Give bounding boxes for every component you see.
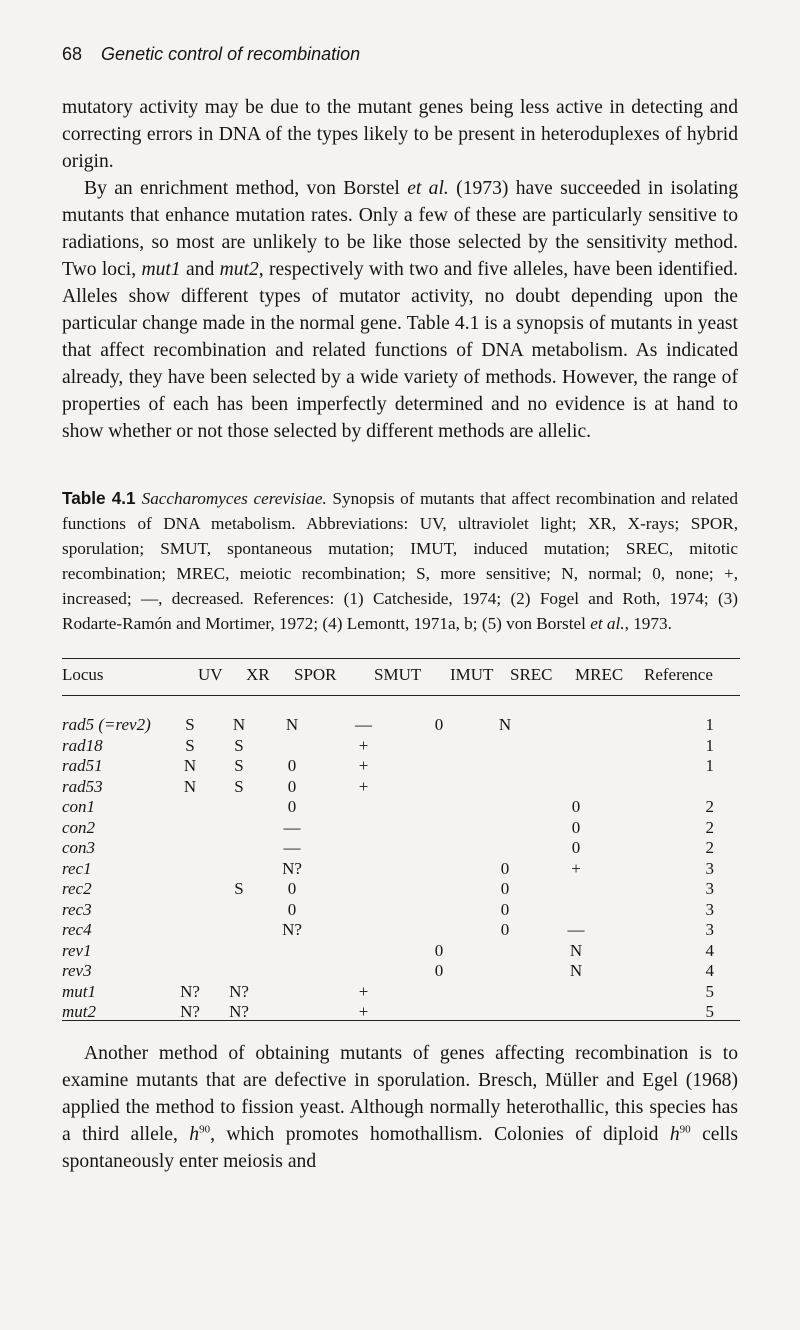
p2-text-d: , respectively with two and five alleles, have been identified. Alleles show different types of mutator activity, no doubt depending upon the particular change made in the normal gene. Table 4.1 is a synopsis of mutants in yeast that affect recombination and related functions of DNA metabolism. As indicated already, they have been selected by a wide variety of methods. However, the range of properties of each has been imperfectly determined and no evidence is at hand to show whether or not those selected by different methods are allelic. — [62, 259, 738, 442]
locus-cell: mut1 — [62, 981, 96, 1001]
col-header-locus: Locus — [62, 665, 104, 684]
locus-cell: rad5 (=rev2) — [62, 715, 151, 734]
table-cell — [165, 941, 215, 962]
locus-cell: con3 — [62, 838, 96, 857]
table-cell: 0 — [287, 879, 297, 898]
outro-text-c: cells spontaneously enter meiosis and — [62, 1124, 738, 1172]
table-cell — [321, 797, 406, 818]
table-cell — [406, 859, 472, 880]
table-cell — [472, 941, 538, 962]
table-cell: + — [571, 858, 581, 878]
table-cell — [321, 920, 406, 941]
col-header-xr: XR — [246, 665, 270, 684]
table-cell — [215, 900, 263, 921]
table-cell: N — [569, 940, 583, 960]
table-cell — [406, 879, 472, 900]
table-cell — [263, 941, 321, 962]
col-header-srec: SREC — [510, 665, 553, 684]
table-cell — [321, 900, 406, 921]
col-header-reference: Reference — [644, 665, 713, 684]
table-cell: — — [567, 920, 585, 939]
table-cell: N? — [180, 1002, 200, 1021]
table-cell: 2 — [705, 817, 714, 837]
table-cell — [406, 982, 472, 1003]
table-cell — [472, 818, 538, 839]
table-cell — [472, 982, 538, 1003]
table-row — [62, 961, 742, 982]
caption-text-b: , 1973. — [624, 614, 672, 633]
table-cell: + — [358, 735, 369, 755]
col-header-uv: UV — [198, 665, 223, 684]
outro-sup1: 90 — [199, 1123, 211, 1136]
table-cell — [472, 797, 538, 818]
table-cell — [165, 920, 215, 941]
table-caption — [62, 486, 738, 636]
table-cell: 5 — [705, 1002, 714, 1021]
intro-paragraph-1: mutatory activity may be due to the mutant genes being less active in detecting and correcting errors in DNA of the types likely to be present in heteroduplexes of hybrid origin. — [62, 97, 738, 172]
table-cell: 3 — [705, 899, 714, 919]
table-cell — [406, 818, 472, 839]
table-cell: 0 — [500, 858, 510, 878]
table-cell: 3 — [705, 858, 714, 878]
table-row — [62, 756, 742, 777]
table-cell — [215, 941, 263, 962]
table-cell: 1 — [705, 735, 714, 755]
table-row — [62, 715, 742, 736]
table-cell — [472, 756, 538, 777]
mutant-table — [62, 715, 742, 1023]
table-cell — [472, 961, 538, 982]
p2-mut1: mut1 — [141, 259, 181, 280]
caption-etal: et al. — [590, 614, 625, 633]
table-cell — [538, 900, 614, 921]
p2-text-a: By an enrichment method, von Borstel — [84, 178, 408, 199]
table-cell — [406, 920, 472, 941]
table-cell — [614, 777, 742, 798]
table-cell: N? — [282, 858, 302, 878]
table-cell: — — [283, 817, 301, 837]
table-cell — [472, 736, 538, 757]
table-label: Table 4.1 — [62, 488, 136, 508]
table-row — [62, 941, 742, 962]
table-cell — [472, 777, 538, 798]
table-row — [62, 879, 742, 900]
table-cell: 0 — [434, 940, 444, 960]
outro-h1: h — [189, 1124, 200, 1145]
table-cell — [165, 838, 215, 859]
table-cell: 0 — [500, 899, 510, 919]
table-cell — [321, 879, 406, 900]
p2-text-b: (1973) have succeeded in isolating mutants that enhance mutation rates. Only a few of these are particularly sensitive to radiations, so most are unlikely to be like those selected by the sensitivity method. Two loci, — [62, 178, 738, 280]
locus-cell: rad51 — [62, 756, 103, 775]
table-cell: 4 — [705, 940, 714, 960]
table-cell: + — [358, 1002, 369, 1021]
table-cell: N — [498, 715, 512, 734]
locus-cell: rec1 — [62, 858, 92, 878]
table-cell — [321, 961, 406, 982]
table-row — [62, 982, 742, 1003]
table-row — [62, 838, 742, 859]
table-cell — [406, 797, 472, 818]
table-cell — [215, 961, 263, 982]
table-cell — [538, 756, 614, 777]
locus-cell: rec3 — [62, 899, 92, 919]
table-cell: 3 — [705, 920, 714, 939]
table-cell — [165, 879, 215, 900]
table-row — [62, 777, 742, 798]
table-cell: S — [234, 879, 244, 898]
p2-etal: et al. — [407, 178, 449, 199]
table-cell: 0 — [287, 756, 297, 775]
locus-cell: rev1 — [62, 940, 92, 960]
table-cell: 0 — [287, 899, 297, 919]
table-cell: N? — [229, 1002, 249, 1021]
table-row — [62, 797, 742, 818]
locus-cell: mut2 — [62, 1002, 96, 1021]
table-cell: 0 — [571, 817, 581, 837]
table-cell — [406, 777, 472, 798]
table-cell: 1 — [705, 756, 714, 775]
locus-cell: rec2 — [62, 879, 92, 898]
table-cell: + — [358, 756, 369, 775]
table-cell — [215, 920, 263, 941]
table-cell — [165, 859, 215, 880]
table-cell — [538, 777, 614, 798]
locus-cell: con1 — [62, 797, 96, 816]
table-cell: + — [358, 981, 369, 1001]
table-cell — [538, 715, 614, 736]
table-cell — [215, 818, 263, 839]
locus-cell: rad53 — [62, 776, 103, 796]
table-cell: N? — [229, 981, 249, 1001]
table-cell: 0 — [500, 920, 510, 939]
table-cell: N — [183, 756, 197, 775]
table-cell: S — [234, 735, 244, 755]
locus-cell: rad18 — [62, 735, 103, 755]
outro-paragraph — [62, 1040, 738, 1175]
table-cell: S — [185, 715, 195, 734]
locus-cell: rev3 — [62, 961, 92, 980]
table-cell — [263, 982, 321, 1003]
table-cell: S — [234, 776, 244, 796]
outro-sup2: 90 — [679, 1123, 691, 1136]
table-cell — [263, 736, 321, 757]
table-cell — [406, 736, 472, 757]
running-title: Genetic control of recombination — [101, 44, 361, 64]
table-cell — [321, 838, 406, 859]
table-cell: N? — [282, 920, 302, 939]
table-cell — [263, 961, 321, 982]
table-cell: N — [232, 715, 246, 734]
table-cell: S — [185, 735, 195, 755]
col-header-imut: IMUT — [450, 665, 494, 684]
table-cell — [165, 961, 215, 982]
outro-text-a: Another method of obtaining mutants of genes affecting recombination is to examine mutants that are defective in sporulation. Bresch, Müller and Egel (1968) applied the method to fission yeast. Although normally heterothallic, this species has a third allele, — [62, 1043, 738, 1145]
table-cell — [406, 838, 472, 859]
table-cell: 0 — [571, 838, 581, 857]
table-row — [62, 920, 742, 941]
locus-cell: con2 — [62, 817, 96, 837]
p2-mut2: mut2 — [219, 259, 259, 280]
table-row — [62, 818, 742, 839]
locus-cell: rec4 — [62, 920, 92, 939]
table-cell — [215, 797, 263, 818]
outro-text — [62, 1040, 738, 1175]
caption-species: Saccharomyces cerevisiae. — [141, 489, 327, 508]
table-cell: N — [183, 776, 197, 796]
table-header-rule — [62, 695, 740, 696]
table-row — [62, 900, 742, 921]
table-cell — [165, 900, 215, 921]
table-row — [62, 859, 742, 880]
table-cell — [406, 900, 472, 921]
table-cell: 2 — [705, 838, 714, 857]
table-cell: 0 — [434, 715, 444, 734]
p2-text-c: and — [180, 259, 220, 280]
table-cell: 0 — [434, 961, 444, 980]
col-header-mrec: MREC — [575, 665, 624, 684]
table-cell — [165, 797, 215, 818]
table-cell: 0 — [287, 797, 297, 816]
table-cell: — — [283, 838, 301, 857]
table-top-rule — [62, 658, 740, 659]
table-cell: 0 — [287, 776, 297, 796]
table-cell: 1 — [705, 715, 714, 734]
table-cell — [215, 859, 263, 880]
outro-text-b: , which promotes homothallism. Colonies of diploid — [210, 1124, 670, 1145]
table-cell: 3 — [705, 879, 714, 898]
table-cell — [472, 838, 538, 859]
table-cell — [215, 838, 263, 859]
table-cell: + — [358, 776, 369, 796]
outro-h2: h — [669, 1124, 680, 1145]
table-cell: N — [285, 715, 299, 734]
page-header — [62, 44, 360, 65]
table-cell: 0 — [571, 797, 581, 816]
table-cell: 2 — [705, 797, 714, 816]
intro-paragraph-2 — [62, 175, 738, 445]
table-cell — [321, 941, 406, 962]
table-cell — [538, 982, 614, 1003]
table-cell: S — [234, 756, 244, 775]
table-cell — [406, 756, 472, 777]
table-cell: 0 — [500, 879, 510, 898]
col-header-spor: SPOR — [294, 665, 337, 684]
table-cell — [165, 818, 215, 839]
table-cell — [538, 879, 614, 900]
table-row — [62, 736, 742, 757]
caption-text-a: Synopsis of mutants that affect recombination and related functions of DNA metabolism. Abbreviations: UV, ultraviolet light; XR, X-rays; SPOR, sporulation; SMUT, spontaneous mutation; IMUT, induced mutation; SREC, mitotic recombination; MREC, meiotic recombination; S, more sensitive; N, normal; 0, none; +, increased; —, decreased. References: (1) Catcheside, 1974; (2) Fogel and Roth, 1974; (3) Rodarte-Ramón and Mortimer, 1972; (4) Lemontt, 1971a, b; (5) von Borstel — [62, 489, 738, 633]
table-cell — [321, 818, 406, 839]
col-header-smut: SMUT — [374, 665, 422, 684]
table-cell: — — [355, 715, 372, 734]
table-cell: N — [569, 961, 583, 980]
table-cell — [538, 736, 614, 757]
table-cell: N? — [180, 981, 200, 1001]
table-cell: 4 — [705, 961, 714, 980]
table-cell: 5 — [705, 981, 714, 1001]
table-cell — [321, 859, 406, 880]
intro-text — [62, 94, 738, 445]
page-number: 68 — [62, 44, 83, 64]
table-bottom-rule — [62, 1020, 740, 1021]
